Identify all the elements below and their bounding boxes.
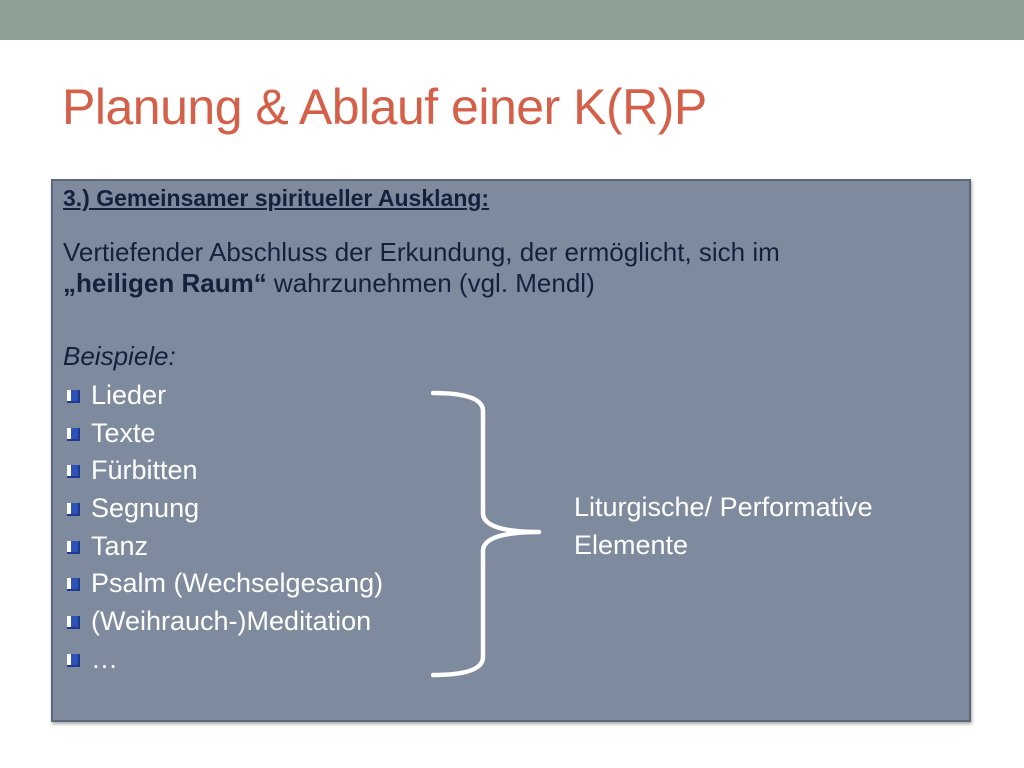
list-item-label: Texte <box>91 417 156 448</box>
description-text-1: Vertiefender Abschluss der Erkundung, der ermöglicht, sich im <box>63 237 780 267</box>
list-item-label: Lieder <box>91 380 167 410</box>
section-heading: 3.) Gemeinsamer spiritueller Ausklang: <box>63 185 490 211</box>
list-item-label: Fürbitten <box>91 455 198 486</box>
list-item <box>61 452 383 490</box>
list-item <box>61 641 383 679</box>
description-bold-text: „heiligen Raum“ <box>63 268 267 298</box>
list-item <box>61 528 383 566</box>
list-item-label: … <box>91 643 118 674</box>
bracket-label-line-1: Liturgische/ Performative <box>574 492 873 522</box>
content-box <box>51 179 971 722</box>
top-accent-bar <box>0 0 1024 40</box>
square-bullet-icon <box>67 465 80 478</box>
square-bullet-icon <box>67 503 80 516</box>
list-item-label: Psalm (Wechselgesang) <box>91 568 384 599</box>
bracket-label <box>574 488 873 564</box>
description <box>63 237 943 299</box>
square-bullet-icon <box>67 541 80 554</box>
list-item <box>61 490 383 528</box>
square-bullet-icon <box>67 428 80 441</box>
list-item <box>61 377 383 415</box>
square-bullet-icon <box>67 654 80 667</box>
list-item <box>61 565 383 603</box>
bracket-label-line-2: Elemente <box>574 530 689 560</box>
examples-list <box>61 377 383 679</box>
list-item-label: Segnung <box>91 493 200 524</box>
right-curly-brace-icon <box>431 389 561 679</box>
slide-title: Planung & Ablauf einer K(R)P <box>62 79 707 135</box>
description-text-2: wahrzunehmen (vgl. Mendl) <box>266 268 595 298</box>
list-item-label: Tanz <box>91 530 149 561</box>
square-bullet-icon <box>67 616 80 629</box>
square-bullet-icon <box>67 578 80 591</box>
examples-label: Beispiele: <box>63 341 176 371</box>
list-item <box>61 415 383 453</box>
list-item <box>61 603 383 641</box>
list-item-label: (Weihrauch-)Meditation <box>91 606 372 637</box>
square-bullet-icon <box>67 390 80 403</box>
